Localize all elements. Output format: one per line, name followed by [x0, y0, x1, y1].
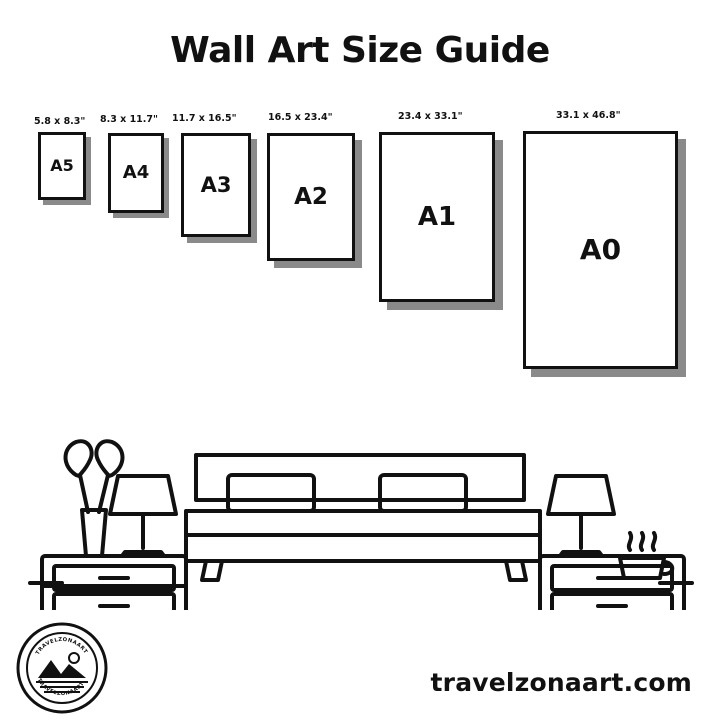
- logo-badge-icon: [16, 622, 108, 714]
- frame-a4-dimensions: 8.3 x 11.7": [100, 114, 158, 125]
- site-url: travelzonaart.com: [430, 668, 692, 697]
- bed: [186, 455, 540, 580]
- frame-a1-dimensions: 23.4 x 33.1": [398, 111, 463, 122]
- logo-text-top: TRAVELZONAART: [34, 636, 89, 657]
- frame-a4-label: A4: [122, 162, 150, 183]
- frame-a1-box: [379, 132, 495, 302]
- frame-a0-dimensions: 33.1 x 46.8": [556, 110, 621, 121]
- frame-a4-box: [108, 133, 164, 213]
- logo-text-bottom: TRAVELZONAART: [35, 677, 86, 698]
- frame-a3-dimensions: 11.7 x 16.5": [172, 113, 237, 124]
- frame-a3-box: [181, 133, 251, 237]
- travelzonaart-logo: [16, 622, 108, 714]
- frame-a1-label: A1: [417, 202, 457, 232]
- right-table-lamp: [548, 476, 614, 556]
- frame-size-row: [0, 110, 720, 410]
- bedroom-scene: [0, 380, 720, 610]
- frame-a2-label: A2: [294, 183, 328, 210]
- frame-a0-label: A0: [579, 233, 622, 266]
- frame-a3-label: A3: [200, 172, 232, 197]
- frame-a2-dimensions: 16.5 x 23.4": [268, 112, 333, 123]
- frame-a0-box: [523, 131, 678, 369]
- footer: [0, 610, 720, 720]
- frame-a5-dimensions: 5.8 x 8.3": [34, 116, 86, 127]
- frame-a5-box: [38, 132, 86, 200]
- left-table-lamp: [110, 476, 176, 556]
- frame-a5-label: A5: [50, 156, 74, 175]
- page-title: Wall Art Size Guide: [170, 30, 550, 71]
- bedroom-scene-illustration: [0, 380, 720, 610]
- frame-a2-box: [267, 133, 355, 261]
